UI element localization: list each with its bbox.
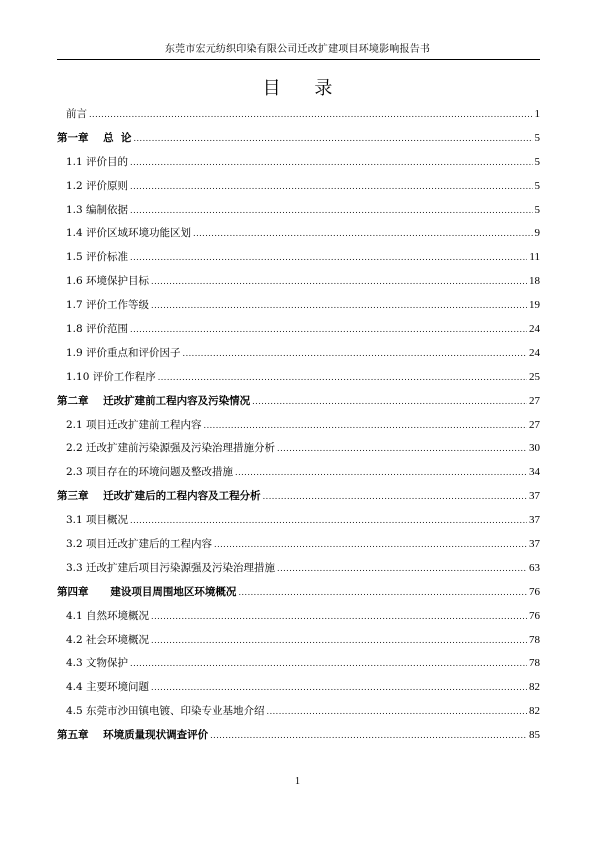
toc-entry-page: 19	[529, 299, 540, 312]
toc-leader-dots	[151, 612, 527, 621]
toc-entry-label: 1.1 评价目的	[66, 155, 129, 168]
toc-entry-page: 5	[534, 179, 540, 192]
toc-leader-dots	[130, 253, 527, 262]
toc-entry-page: 18	[529, 275, 540, 288]
toc-section-entry[interactable]	[57, 202, 540, 226]
toc-entry-label: 1.10 评价工作程序	[66, 370, 156, 383]
toc-leader-dots	[204, 421, 527, 430]
toc-entry-page: 30	[529, 442, 540, 455]
toc-entry-label: 4.5 东莞市沙田镇电镀、印染专业基地介绍	[66, 705, 265, 718]
toc-section-entry[interactable]	[57, 321, 540, 345]
toc-entry-label: 1.5 评价标准	[66, 251, 129, 264]
toc-section-entry[interactable]	[57, 679, 540, 703]
toc-leader-dots	[193, 229, 532, 238]
toc-entry-label: 1.8 评价范围	[66, 323, 129, 336]
toc-leader-dots	[263, 492, 527, 501]
toc-chapter-entry[interactable]	[57, 584, 540, 608]
toc-entry-page: 24	[529, 323, 540, 336]
toc-entry-label: 1.6 环境保护目标	[66, 275, 150, 288]
toc-entry-label: 第三章 迁改扩建后的工程内容及工程分析	[57, 490, 261, 503]
toc-leader-dots	[158, 373, 527, 382]
toc-leader-dots	[130, 516, 527, 525]
toc-section-entry[interactable]	[57, 440, 540, 464]
toc-section-entry[interactable]	[57, 178, 540, 202]
toc-entry-label: 2.2 迁改扩建前污染源强及污染治理措施分析	[66, 442, 276, 455]
toc-entry-label: 2.1 项目迁改扩建前工程内容	[66, 418, 202, 431]
toc-entry-page: 76	[529, 609, 540, 622]
toc-entry-page: 5	[534, 131, 540, 144]
toc-section-entry[interactable]	[57, 345, 540, 369]
running-header: 东莞市宏元纺织印染有限公司迁改扩建项目环境影响报告书	[164, 44, 431, 55]
toc-entry-page: 34	[529, 466, 540, 479]
toc-entry-page: 25	[529, 370, 540, 383]
toc-leader-dots	[133, 134, 532, 143]
toc-entry-page: 37	[529, 490, 540, 503]
toc-leader-dots	[89, 110, 533, 119]
toc-section-entry[interactable]	[57, 297, 540, 321]
toc-section-entry[interactable]	[57, 703, 540, 727]
toc-leader-dots	[267, 707, 527, 716]
toc-section-entry[interactable]	[57, 417, 540, 441]
toc-section-entry[interactable]	[57, 225, 540, 249]
toc-entry-label: 4.3 文物保护	[66, 657, 129, 670]
toc-entry-page: 78	[529, 633, 540, 646]
toc-section-entry[interactable]	[57, 369, 540, 393]
toc-chapter-entry[interactable]	[57, 488, 540, 512]
toc-entry-label: 3.1 项目概况	[66, 514, 129, 527]
toc-entry-page: 82	[529, 705, 540, 718]
toc-entry-page: 85	[529, 729, 540, 742]
toc-entry-label: 1.7 评价工作等级	[66, 299, 150, 312]
toc-leader-dots	[183, 349, 527, 358]
toc-entry-page: 76	[529, 585, 540, 598]
toc-entry-page: 37	[529, 538, 540, 551]
toc-section-entry[interactable]	[57, 273, 540, 297]
toc-section-entry[interactable]	[57, 536, 540, 560]
toc-chapter-entry[interactable]	[57, 727, 540, 751]
toc-entry-page: 63	[529, 561, 540, 574]
toc-section-entry[interactable]	[57, 154, 540, 178]
toc-section-entry[interactable]	[57, 106, 540, 130]
toc-leader-dots	[238, 588, 527, 597]
toc-leader-dots	[130, 659, 527, 668]
toc-leader-dots	[130, 206, 532, 215]
toc-entry-label: 第二章 迁改扩建前工程内容及污染情况	[57, 394, 251, 407]
toc-entry-label: 第四章 建设项目周围地区环境概况	[57, 585, 237, 598]
toc-leader-dots	[277, 444, 527, 453]
toc-entry-page: 37	[529, 514, 540, 527]
toc-chapter-entry[interactable]	[57, 130, 540, 154]
toc-section-entry[interactable]	[57, 249, 540, 273]
toc-entry-label: 前言	[66, 108, 87, 120]
toc-leader-dots	[235, 468, 527, 477]
toc-entry-page: 11	[529, 251, 540, 264]
toc-leader-dots	[210, 731, 527, 740]
toc-section-entry[interactable]	[57, 560, 540, 584]
toc-entry-page: 5	[534, 203, 540, 216]
toc-entry-label: 3.2 项目迁改扩建后的工程内容	[66, 538, 213, 551]
toc-leader-dots	[252, 397, 527, 406]
toc-entry-page: 27	[529, 418, 540, 431]
toc-leader-dots	[151, 683, 527, 692]
toc-entry-label: 3.3 迁改扩建后项目污染源强及污染治理措施	[66, 561, 276, 574]
toc-section-entry[interactable]	[57, 512, 540, 536]
toc-entry-page: 1	[534, 108, 540, 120]
toc-entry-label: 4.4 主要环境问题	[66, 681, 150, 694]
toc-entry-page: 82	[529, 681, 540, 694]
toc-entry-label: 4.1 自然环境概况	[66, 609, 150, 622]
toc-section-entry[interactable]	[57, 464, 540, 488]
toc-leader-dots	[151, 301, 527, 310]
toc-leader-dots	[214, 540, 527, 549]
toc-section-entry[interactable]	[57, 655, 540, 679]
toc-section-entry[interactable]	[57, 632, 540, 656]
toc-entry-label: 2.3 项目存在的环境问题及整改措施	[66, 466, 234, 479]
toc-entry-label: 第五章 环境质量现状调查评价	[57, 729, 209, 742]
toc-entry-label: 第一章 总 论	[57, 131, 132, 144]
toc-leader-dots	[130, 182, 532, 191]
toc-entry-label: 1.2 评价原则	[66, 179, 129, 192]
table-of-contents	[57, 106, 540, 751]
toc-leader-dots	[130, 325, 527, 334]
header-rule	[57, 59, 540, 60]
toc-leader-dots	[151, 277, 527, 286]
toc-entry-page: 5	[534, 155, 540, 168]
toc-entry-label: 1.4 评价区域环境功能区划	[66, 227, 192, 240]
page-title: 目 录	[262, 78, 347, 99]
toc-section-entry[interactable]	[57, 608, 540, 632]
toc-leader-dots	[130, 158, 532, 167]
toc-entry-page: 78	[529, 657, 540, 670]
toc-entry-label: 1.3 编制依据	[66, 203, 129, 216]
toc-entry-page: 27	[529, 394, 540, 407]
toc-entry-label: 1.9 评价重点和评价因子	[66, 346, 181, 359]
toc-leader-dots	[277, 564, 527, 573]
toc-leader-dots	[151, 636, 527, 645]
toc-chapter-entry[interactable]	[57, 393, 540, 417]
page-number: 1	[295, 776, 300, 787]
toc-entry-page: 9	[534, 227, 540, 240]
toc-entry-label: 4.2 社会环境概况	[66, 633, 150, 646]
toc-entry-page: 24	[529, 346, 540, 359]
